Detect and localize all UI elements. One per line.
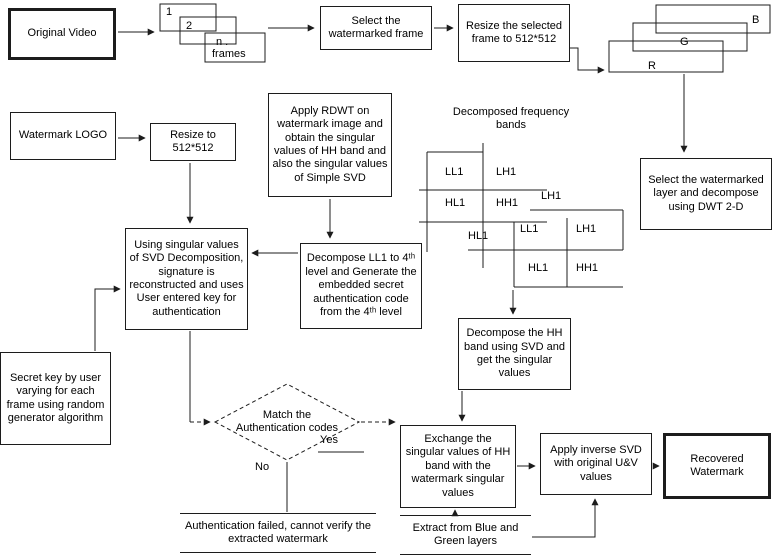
node-exchange: Exchange the singular values of HH band with the watermark singular values [400,425,516,508]
frame-n-label: n . [216,36,229,48]
arrow-extract-to-inverse-svd [532,499,595,537]
branch-no-label: No [255,461,270,473]
dwt-label-lh1-stray: LH1 [541,190,562,202]
frames-caption: frames [212,48,246,60]
node-resize-frame: Resize the selected frame to 512*512 [458,4,570,62]
dwt-label-hh1-a: HH1 [496,197,519,209]
branch-yes-label: Yes [320,434,338,446]
layer-green-label: G [680,36,689,48]
freq-bands-title: Decomposed frequency bands [452,106,570,131]
decision-match-codes: Match the Authentication codes [235,408,339,434]
arrow-resize-to-rgb [570,48,604,70]
node-inverse-svd: Apply inverse SVD with original U&V values [540,433,652,495]
node-recovered-watermark: Recovered Watermark [663,433,771,499]
node-decompose-hh: Decompose the HH band using SVD and get the singular values [458,318,571,390]
dwt-label-ll1-a: LL1 [445,166,464,178]
node-apply-rdwt: Apply RDWT on watermark image and obtain the singular values of HH band and also the singular values of Simple SVD [268,93,392,197]
node-watermark-logo: Watermark LOGO [10,112,116,160]
layer-blue-label: B [752,14,760,26]
dwt-label-hh1-b: HH1 [576,262,599,274]
node-select-frame: Select the watermarked frame [320,6,432,50]
node-original-video: Original Video [8,8,116,60]
layer-red-label: R [648,60,656,72]
node-svd-signature: Using singular values of SVD Decomposition, signature is reconstructed and uses User entered key for authentication [125,228,248,330]
node-decompose-ll1: Decompose LL1 to 4ᵗʰ level and Generate the embedded secret authentication code from the 4ᵗʰ level [300,243,422,329]
layer-rect-green [633,23,747,51]
layer-rect-red [609,41,723,72]
arrow-secret-key-to-signature [95,289,120,351]
node-resize-logo: Resize to 512*512 [150,123,236,161]
dwt-label-hl1-b: HL1 [528,262,549,274]
node-select-layer: Select the watermarked layer and decompose using DWT 2-D [640,158,772,230]
node-auth-failed: Authentication failed, cannot verify the extracted watermark [180,513,376,553]
dwt-label-hl1-a: HL1 [445,197,466,209]
node-secret-key: Secret key by user varying for each frame using random generator algorithm [0,352,111,445]
dwt-label-lh1-a: LH1 [496,166,517,178]
frame-2-label: 2 [186,20,193,32]
dwt-label-hl1-stray: HL1 [468,230,489,242]
dwt-label-lh1-b: LH1 [576,223,597,235]
frame-1-label: 1 [166,6,173,18]
node-extract-blue-green: Extract from Blue and Green layers [400,515,531,555]
dwt-label-ll1-b: LL1 [520,223,539,235]
